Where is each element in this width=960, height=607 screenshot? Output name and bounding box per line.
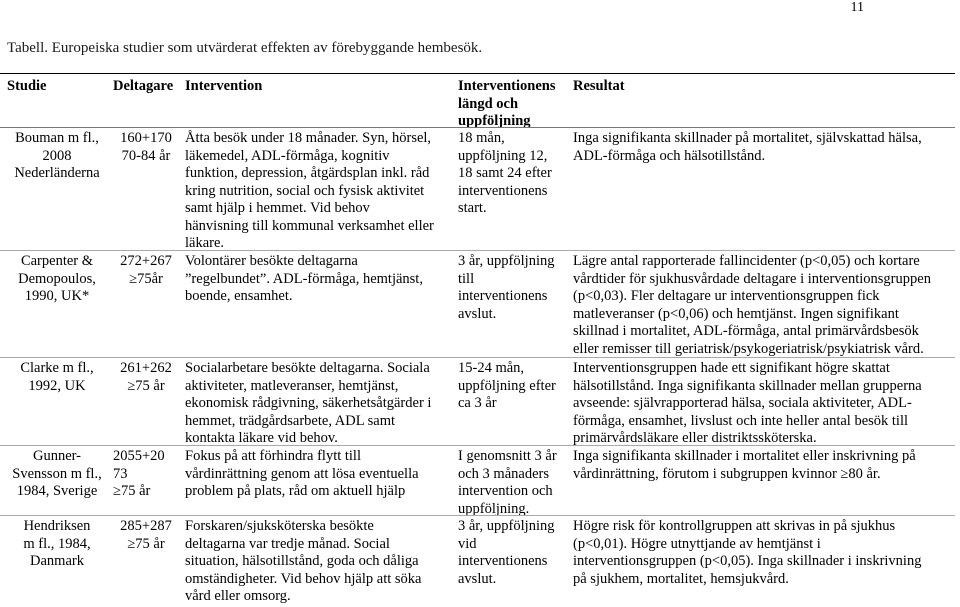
row-2-studie: Carpenter & Demopoulos, 1990, UK* — [18, 253, 96, 304]
row-5-resultat: Högre risk för kontrollgruppen att skrivas in på sjukhus (p<0,01). Högre utnyttjande av hemtjänst i interventionsgruppen (p<0,05). Inga skillnader i inskrivning på sjukhem, mortalitet, hemsjukvård. — [573, 518, 922, 587]
row-divider — [0, 515, 955, 516]
row-5-intervention: Forskaren/sjuksköterska besökte deltagarna var tredje månad. Social situation, hälsotillstånd, goda och dåliga omständigheter. Vid behov hjälp att söka vård eller omsorg. — [185, 518, 422, 604]
row-3-studie: Clarke m fl., 1992, UK — [20, 360, 94, 394]
row-4-deltagare: 2055+20 73 ≥75 år — [113, 448, 165, 499]
header-resultat: Resultat — [573, 78, 625, 94]
row-divider — [0, 357, 955, 358]
row-2-intervention: Volontärer besökte deltagarna ”regelbundet”. ADL-förmåga, hemtjänst, boende, ensamhet. — [185, 253, 423, 304]
row-1-deltagare: 160+170 70-84 år — [120, 130, 172, 164]
row-2-deltagare: 272+267 ≥75år — [120, 253, 172, 287]
row-1-intervention: Åtta besök under 18 månader. Syn, hörsel, läkemedel, ADL-förmåga, kognitiv funktion, depression, åtgärdsplan inkl. råd kring nutrition, social och fysisk aktivitet samt hjälp i hemmet. Vid behov hänvisning till kommunal verksamhet eller läkare. — [185, 130, 434, 251]
row-divider — [0, 445, 955, 446]
row-4-resultat: Inga signifikanta skillnader i mortalitet eller inskrivning på vårdinrättning, förutom i subgruppen kvinnor ≥80 år. — [573, 448, 916, 482]
page-number: 11 — [850, 0, 864, 15]
row-2-resultat: Lägre antal rapporterade fallincidenter (p<0,05) och kortare vårdtider för sjukhusvårdade deltagare i interventionsgruppen (p<0,03). Fler deltagare ur interventionsgruppen fick matleveranser (p<0,06) och hemtjänst. Ingen signifikant skillnad i mortalitet, ADL-förmåga, antal primärvårdsbesök eller remisser till geriatrisk/psykogeriatrisk/psykiatrisk vård. — [573, 253, 931, 357]
row-3-intervention: Socialarbetare besökte deltagarna. Sociala aktiviteter, matleveranser, hemtjänst, ekonomisk rådgivning, säkerhetsåtgärder i hemmet, trädgårdsarbete, ADL samt kontakta läkare vid behov. — [185, 360, 432, 446]
row-1-resultat: Inga signifikanta skillnader på mortalitet, självskattad hälsa, ADL-förmåga och hälsotillstånd. — [573, 130, 922, 164]
row-4-langd: I genomsnitt 3 år och 3 månaders intervention och uppföljning. — [458, 448, 557, 517]
row-1-langd: 18 mån, uppföljning 12, 18 samt 24 efter interventionens start. — [458, 130, 552, 216]
row-4-studie: Gunner- Svensson m fl., 1984, Sverige — [12, 448, 102, 499]
row-5-langd: 3 år, uppföljning vid interventionens avslut. — [458, 518, 555, 587]
row-5-deltagare: 285+287 ≥75 år — [120, 518, 172, 552]
table-top-rule — [0, 73, 955, 74]
row-1-studie: Bouman m fl., 2008 Nederländerna — [14, 130, 100, 181]
row-3-resultat: Interventionsgruppen hade ett signifikant högre skattat hälsotillstånd. Inga signifikanta skillnader mellan grupperna avseende: självrapporterad hälsa, sociala aktiviteter, ADL- förmåga, ensamhet, livslust och inte heller antal besök till primärvårdsläkare eller distriktssköterska. — [573, 360, 922, 446]
row-4-intervention: Fokus på att förhindra flytt till vårdinrättning genom att lösa eventuella problem på plats, råd om aktuell hjälp — [185, 448, 419, 499]
header-intervention: Intervention — [185, 78, 263, 94]
row-3-deltagare: 261+262 ≥75 år — [120, 360, 172, 394]
row-5-studie: Hendriksen m fl., 1984, Danmark — [23, 518, 91, 569]
header-bottom-rule — [0, 127, 955, 128]
header-deltagare: Deltagare — [113, 78, 174, 94]
header-langd: Interventionens längd och uppföljning — [458, 78, 556, 129]
header-studie: Studie — [7, 78, 47, 94]
row-divider — [0, 250, 955, 251]
table-caption: Tabell. Europeiska studier som utvärderat effekten av förebyggande hembesök. — [7, 40, 483, 56]
row-3-langd: 15-24 mån, uppföljning efter ca 3 år — [458, 360, 556, 411]
row-2-langd: 3 år, uppföljning till interventionens avslut. — [458, 253, 555, 322]
